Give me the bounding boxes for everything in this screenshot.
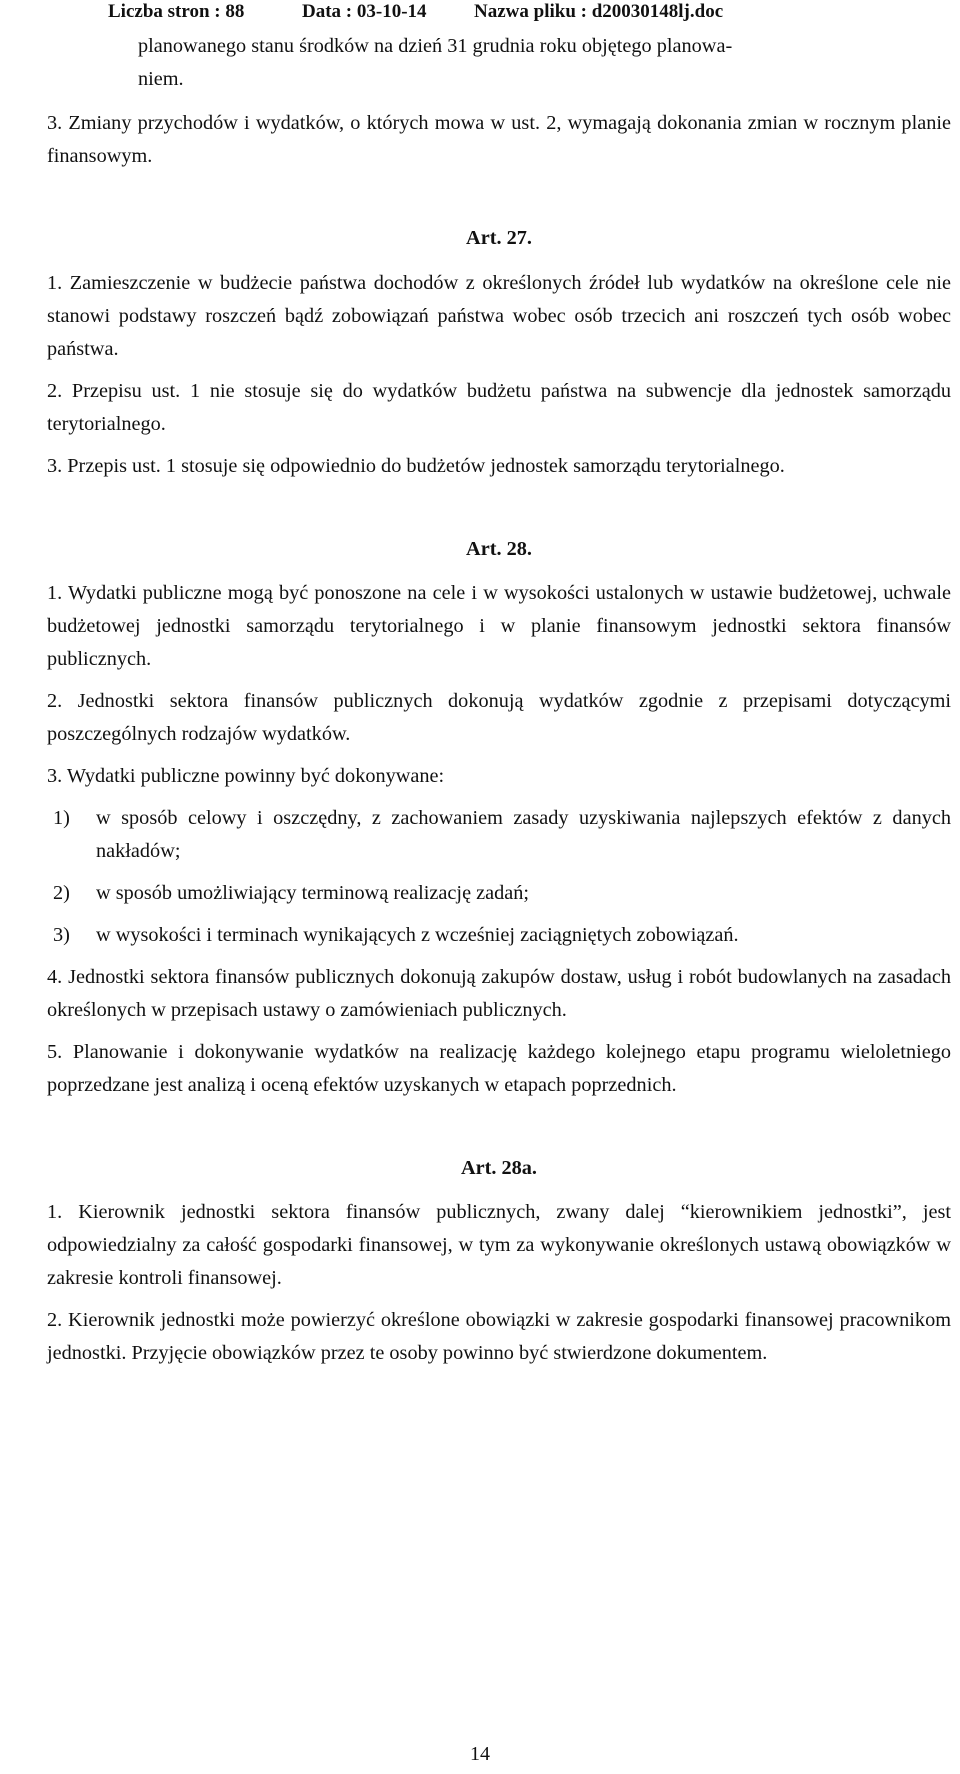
list-item-3 (53, 919, 951, 952)
list-item-text: w wysokości i terminach wynikających z wcześniej zaciągniętych zobowiązań. (96, 924, 739, 946)
document-header (0, 0, 960, 24)
article-27-heading: Art. 27. (466, 227, 532, 249)
article-28a-paragraph-2: 2. Kierownik jednostki może powierzyć określone obowiązki w zakresie gospodarki finansowej pracownikom jednostki. Przyjęcie obowiązków przez te osoby powinno być stwierdzone dokumentem. (47, 1309, 951, 1364)
list-item-text: w sposób umożliwiający terminową realizację zadań; (96, 882, 530, 904)
article-28-paragraph-4: 4. Jednostki sektora finansów publicznych dokonują zakupów dostaw, usług i robót budowlanych na zasadach określonych w przepisach ustawy o zamówieniach publicznych. (47, 966, 951, 1021)
list-item-text: w sposób celowy i oszczędny, z zachowaniem zasady uzyskiwania najlepszych efektów z danych nakładów; (96, 807, 951, 862)
continuation-line-1: planowanego stanu środków na dzień 31 grudnia roku objętego planowa- (138, 35, 733, 57)
list-item-1 (53, 802, 951, 868)
paragraph-3: 3. Zmiany przychodów i wydatków, o których mowa w ust. 2, wymagają dokonania zmian w rocznym planie finansowym. (47, 112, 951, 167)
article-27-paragraph-1: 1. Zamieszczenie w budżecie państwa dochodów z określonych źródeł lub wydatków na określone cele nie stanowi podstawy roszczeń bądź zobowiązań państwa wobec osób trzecich ani roszczeń tych osób wobec państwa. (47, 272, 951, 360)
list-item-number: 3) (53, 924, 70, 946)
article-28a-paragraph-1: 1. Kierownik jednostki sektora finansów publicznych, zwany dalej “kierownikiem jednostki”, jest odpowiedzialny za całość gospodarki finansowej, w tym za wykonywanie określonych ustawą obowiązków w zakresie kontroli finansowej. (47, 1201, 951, 1289)
article-28-heading: Art. 28. (466, 538, 532, 560)
article-28-paragraph-2: 2. Jednostki sektora finansów publicznych dokonują wydatków zgodnie z przepisami dotyczącymi poszczególnych rodzajów wydatków. (47, 690, 951, 745)
continuation-line-2: niem. (138, 68, 184, 90)
article-28-paragraph-1: 1. Wydatki publiczne mogą być ponoszone na cele i w wysokości ustalonych w ustawie budżetowej, uchwale budżetowej jednostki samorządu terytorialnego i w planie finansowym jednostki sektora finansów publicznych. (47, 582, 951, 670)
article-27-paragraph-2: 2. Przepisu ust. 1 nie stosuje się do wydatków budżetu państwa na subwencje dla jednostek samorządu terytorialnego. (47, 380, 951, 435)
list-item-number: 2) (53, 882, 70, 904)
article-28-paragraph-5: 5. Planowanie i dokonywanie wydatków na realizację każdego kolejnego etapu programu wieloletniego poprzedzane jest analizą i oceną efektów uzyskanych w etapach poprzednich. (47, 1041, 951, 1096)
page-number: 14 (470, 1743, 490, 1765)
document-body (47, 30, 951, 1370)
article-28a-heading: Art. 28a. (460, 1157, 538, 1179)
article-27-paragraph-3: 3. Przepis ust. 1 stosuje się odpowiednio do budżetów jednostek samorządu terytorialnego. (47, 455, 785, 477)
list-item-2 (53, 877, 951, 910)
article-28-paragraph-3: 3. Wydatki publiczne powinny być dokonywane: (47, 765, 445, 787)
header-date: Data : 03-10-14 (302, 1, 427, 22)
header-filename: Nazwa pliku : d20030148lj.doc (474, 1, 724, 22)
list-item-number: 1) (53, 807, 70, 829)
header-page-count: Liczba stron : 88 (108, 1, 245, 22)
